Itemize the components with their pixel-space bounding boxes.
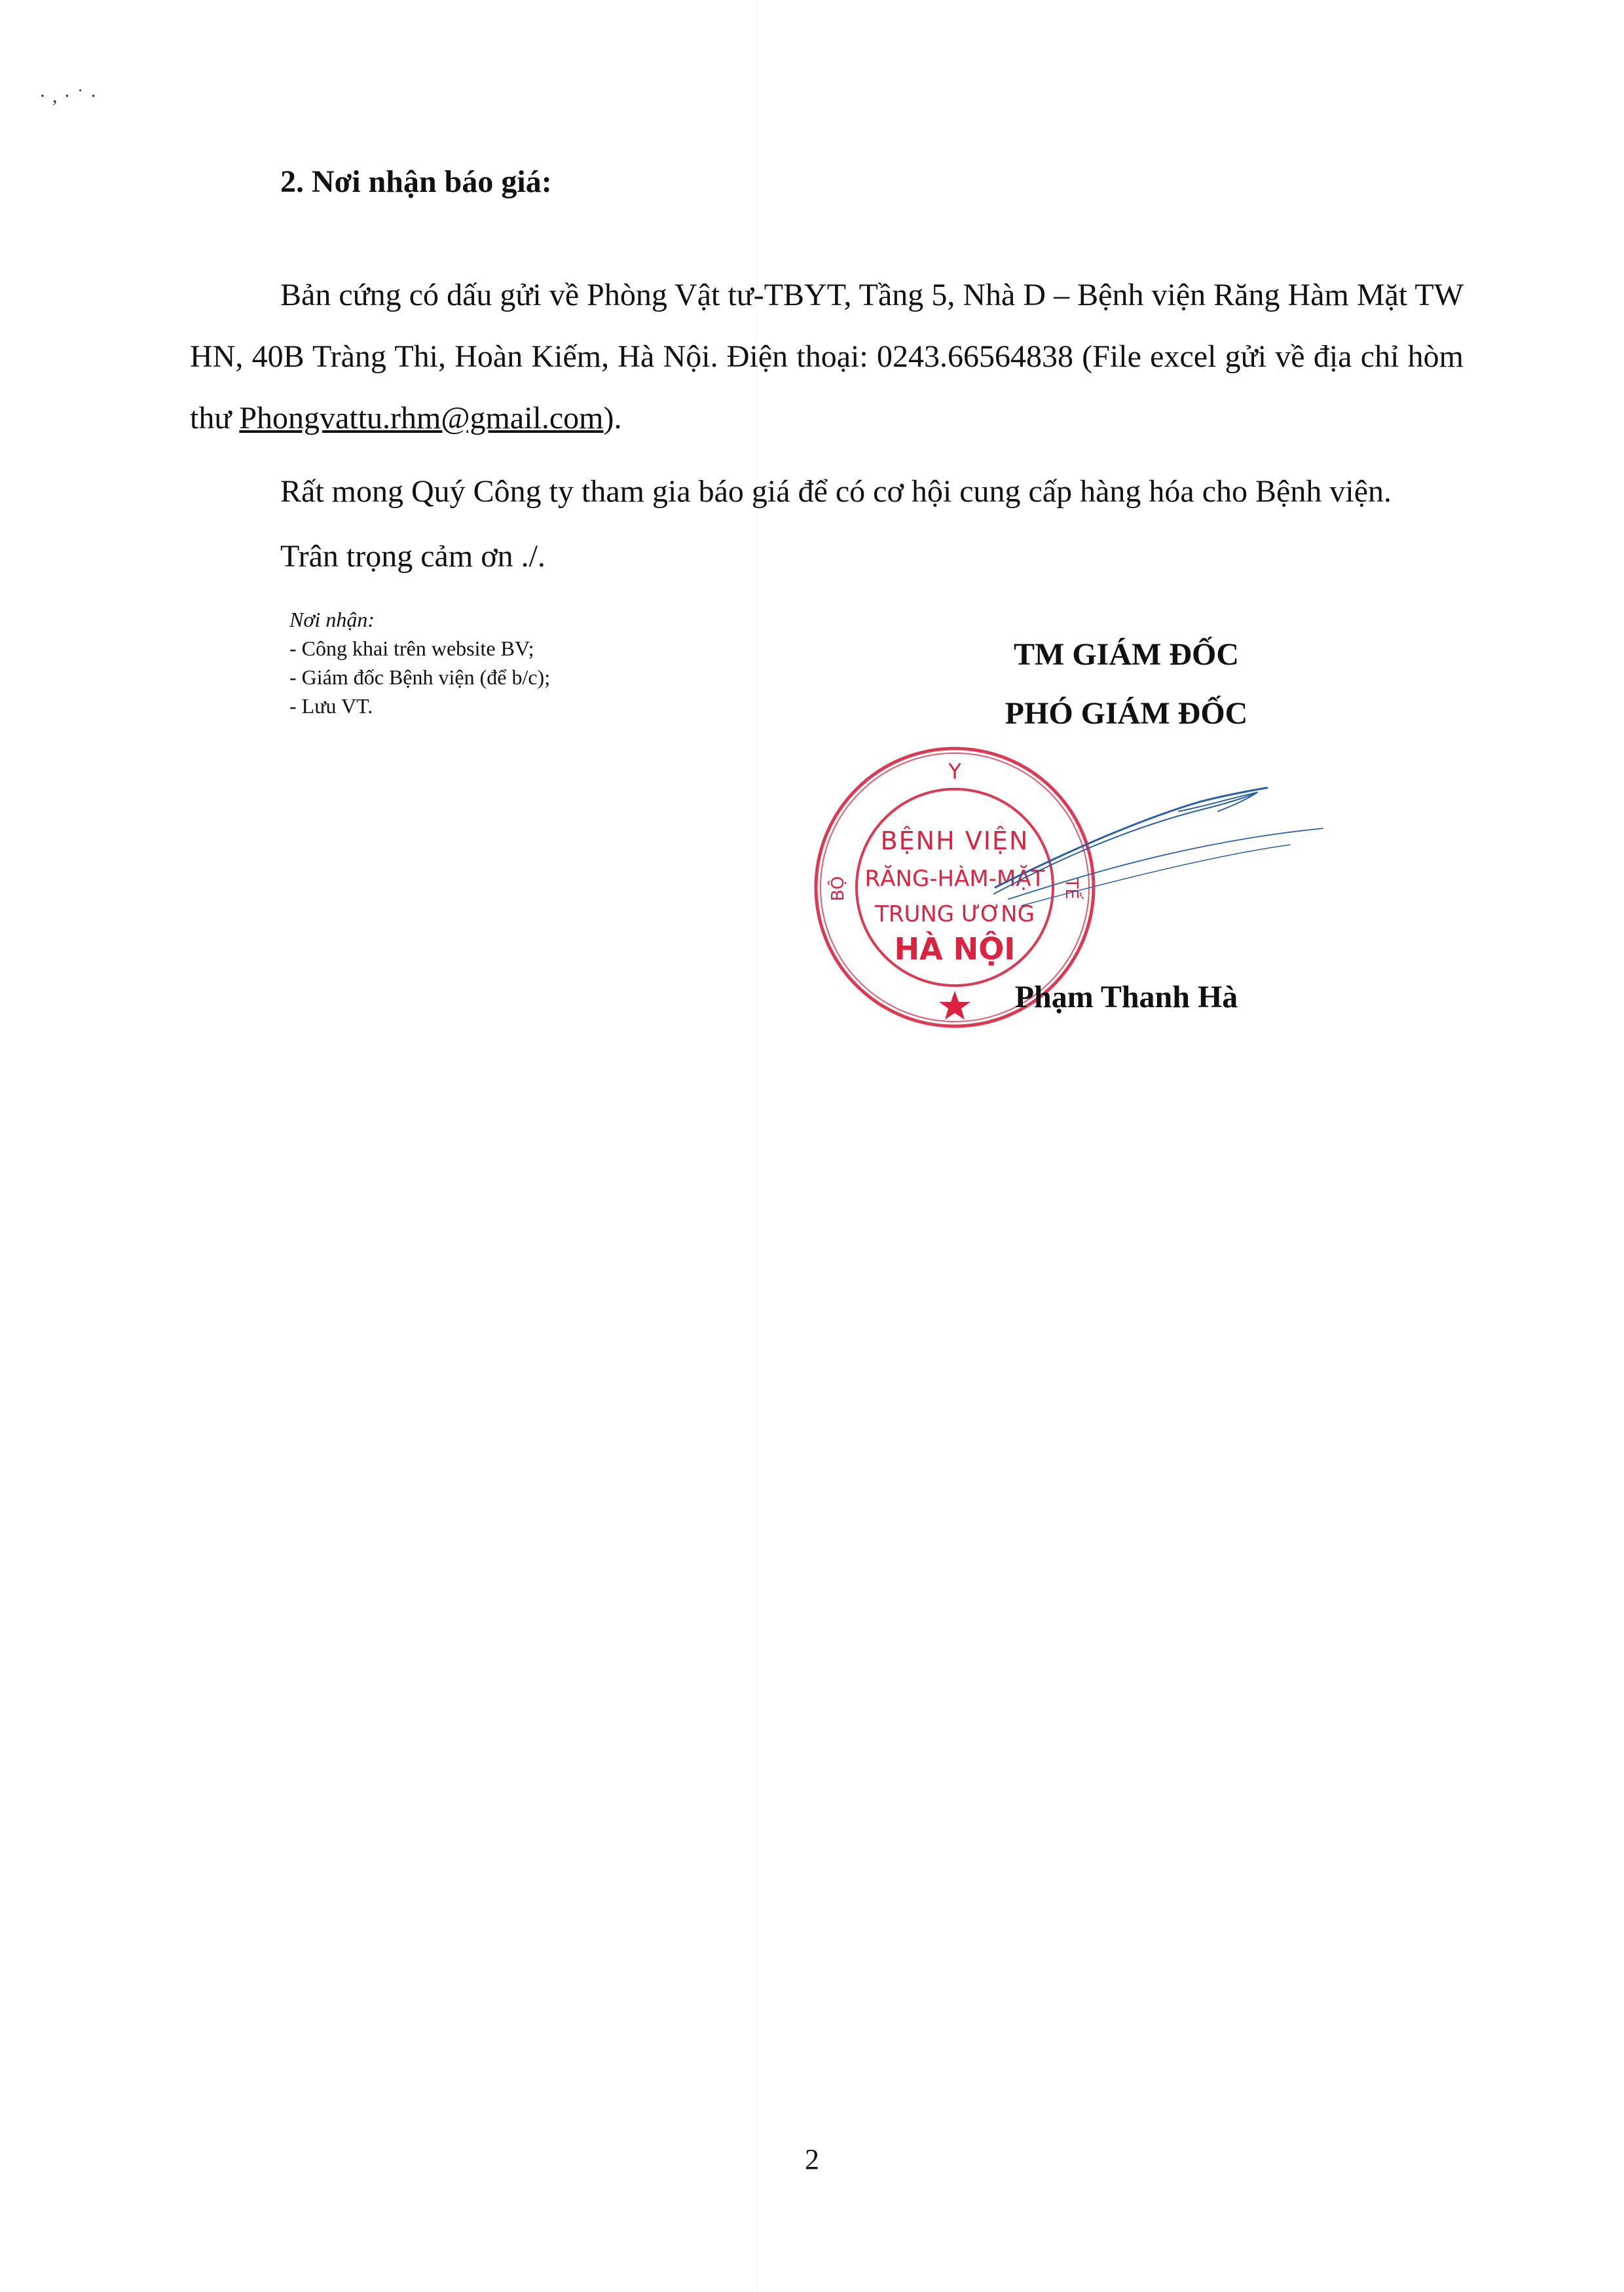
stamp-line-4: HÀ NỘI (894, 931, 1016, 967)
stamp-top-letter: Y (948, 759, 961, 784)
recipient-item: - Giám đốc Bệnh viện (để b/c); (289, 663, 550, 692)
delivery-text-1: Bản cứng có dấu gửi về Phòng Vật tư-TBYT, Tầng 5, Nhà D – Bệnh viện Răng Hàm Mặt TW HN, 40B Tràng Thi, Hoàn Kiếm, Hà Nội. Điện thoại: 0243.66564838 (File excel gửi về địa chỉ hòm thư (190, 278, 1464, 435)
page-number: 2 (805, 2143, 819, 2175)
recipients-list (289, 634, 550, 720)
stamp-line-3: TRUNG ƯƠNG (875, 901, 1035, 927)
stamp-line-1: BỆNH VIỆN (880, 826, 1029, 855)
signer-name: Phạm Thanh Hà (1014, 980, 1238, 1014)
signature-title-1: TM GIÁM ĐỐC (1014, 637, 1239, 672)
delivery-text-2: ). (603, 401, 622, 435)
signature-title-2: PHÓ GIÁM ĐỐC (1005, 696, 1248, 731)
section-heading: 2. Nơi nhận báo giá: (280, 164, 552, 199)
recipient-item: - Công khai trên website BV; (289, 634, 550, 663)
stamp-line-2: RĂNG-HÀM-MẶT (864, 866, 1045, 892)
handwritten-signature (982, 783, 1336, 914)
invitation-paragraph: Rất mong Quý Công ty tham gia báo giá để có cơ hội cung cấp hàng hóa cho Bệnh viện. (280, 474, 1392, 509)
email-link[interactable]: Phongvattu.rhm@gmail.com (239, 401, 604, 435)
stamp-right-letters: TẾ (1061, 878, 1081, 900)
recipient-item: - Lưu VT. (289, 692, 550, 720)
stamp-left-letters: BỘ (828, 876, 848, 902)
scan-specks: ·,·˙· (39, 85, 103, 107)
signature-block (897, 625, 1356, 743)
recipients-block (289, 605, 550, 720)
recipients-title: Nơi nhận: (289, 608, 375, 631)
thanks-line: Trân trọng cảm ơn ./. (280, 539, 545, 574)
delivery-paragraph (190, 265, 1464, 449)
